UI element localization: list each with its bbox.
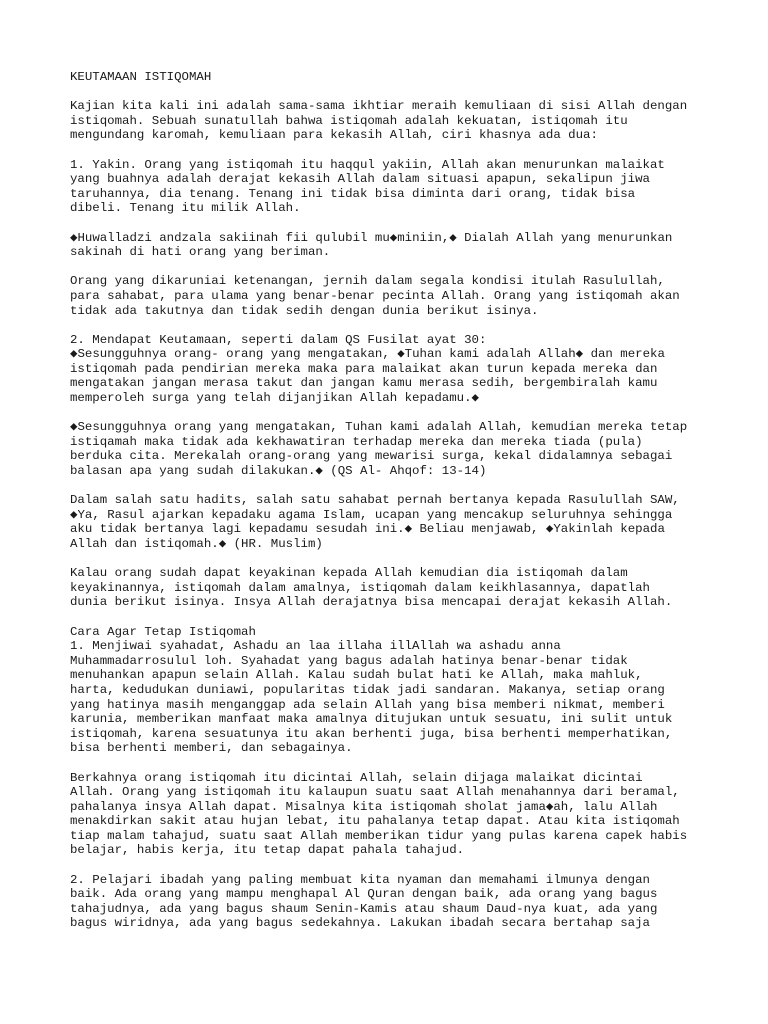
- text-line: tahajudnya, ada yang bagus shaum Senin-Kamis atau shaum Daud-nya kuat, ada yang: [70, 901, 658, 916]
- text-line: mengatakan jangan merasa takut dan jangan kamu merasa sedih, bergembiralah kamu: [70, 376, 658, 391]
- paragraph: [70, 231, 710, 260]
- text-line: istiqomah pada pendirian mereka maka para malaikat akan turun kepada mereka dan: [70, 361, 658, 376]
- text-line: menuhankan apapun selain Allah. Kalau sudah bulat hati ke Allah, maka mahluk,: [70, 668, 643, 683]
- paragraph: [70, 493, 710, 551]
- text-line: Muhammadarrosulul loh. Syahadat yang bagus adalah hatinya benar-benar tidak: [70, 653, 628, 668]
- text-line: dibeli. Tenang itu milik Allah.: [70, 201, 301, 216]
- text-line: balasan apa yang sudah dilakukan.◆ (QS Al- Ahqof: 13-14): [70, 464, 487, 479]
- text-line: karunia, memberikan manfaat maka amalnya ditujukan untuk sesuatu, ini sulit untuk: [70, 712, 673, 727]
- text-line: yang hatinya masih menganggap ada selain Allah yang bisa memberi nikmat, memberi: [70, 697, 665, 712]
- text-line: berduka cita. Merekalah orang-orang yang mewarisi surga, kekal didalamnya sebagai: [70, 449, 673, 464]
- text-line: istiqomah. Sebuah sunatullah bahwa istiqomah adalah kekuatan, istiqomah itu: [70, 113, 628, 128]
- text-line: dunia berikut isinya. Insya Allah derajatnya bisa mencapai derajat kekasih Allah.: [70, 595, 673, 610]
- text-line: Kalau orang sudah dapat keyakinan kepada Allah kemudian dia istiqomah dalam: [70, 566, 628, 581]
- text-line: ◆Sesungguhnya orang- orang yang mengatakan, ◆Tuhan kami adalah Allah◆ dan mereka: [70, 347, 665, 362]
- text-line: ◆Huwalladzi andzala sakiinah fii qulubil mu◆miniin,◆ Dialah Allah yang menurunkan: [70, 230, 673, 245]
- text-line: para sahabat, para ulama yang benar-benar pecinta Allah. Orang yang istiqomah akan: [70, 288, 680, 303]
- text-line: Allah dan istiqomah.◆ (HR. Muslim): [70, 537, 323, 551]
- text-line: bisa berhenti memberi, dan sebagainya.: [70, 741, 353, 756]
- text-line: istiqamah maka tidak ada kekhawatiran terhadap mereka dan mereka tiada (pula): [70, 434, 643, 449]
- paragraph: [70, 333, 710, 406]
- text-line: mengundang karomah, kemuliaan para kekasih Allah, ciri khasnya ada dua:: [70, 128, 598, 143]
- paragraph-list: [70, 99, 710, 931]
- text-line: ◆Sesungguhnya orang yang mengatakan, Tuhan kami adalah Allah, kemudian mereka tetap: [70, 420, 688, 435]
- text-line: menakdirkan sakit atau hujan lebat, itu pahalanya tetap dapat. Atau kita istiqomah: [70, 814, 680, 829]
- paragraph: [70, 99, 710, 143]
- text-line: Berkahnya orang istiqomah itu dicintai Allah, selain dijaga malaikat dicintai: [70, 770, 643, 785]
- text-line: belajar, habis kerja, itu tetap dapat pahala tahajud.: [70, 843, 465, 858]
- text-line: ◆Ya, Rasul ajarkan kepadaku agama Islam, ucapan yang mencakup seluruhnya sehingga: [70, 507, 673, 522]
- text-line: istiqomah, karena sesuatunya itu akan berhenti juga, bisa berhenti memperhatikan,: [70, 726, 673, 741]
- text-line: yang buahnya adalah derajat kekasih Allah dalam situasi apapun, sekalipun jiwa: [70, 172, 650, 187]
- text-line: baik. Ada orang yang mampu menghapal Al Quran dengan baik, ada orang yang bagus: [70, 887, 658, 902]
- text-line: taruhannya, dia tenang. Tenang ini tidak bisa diminta dari orang, tidak bisa: [70, 186, 636, 201]
- text-line: 2. Mendapat Keutamaan, seperti dalam QS Fusilat ayat 30:: [70, 332, 487, 347]
- text-line: 1. Yakin. Orang yang istiqomah itu haqqul yakiin, Allah akan menurunkan malaikat: [70, 157, 665, 172]
- text-line: Orang yang dikaruniai ketenangan, jernih dalam segala kondisi itulah Rasulullah,: [70, 274, 665, 289]
- paragraph: [70, 566, 710, 610]
- document-body: [70, 70, 710, 946]
- paragraph: [70, 420, 710, 478]
- paragraph: [70, 625, 710, 756]
- text-line: 1. Menjiwai syahadat, Ashadu an laa illaha illAllah wa ashadu anna: [70, 639, 561, 654]
- text-line: 2. Pelajari ibadah yang paling membuat kita nyaman dan memahami ilmunya dengan: [70, 872, 650, 887]
- paragraph: [70, 158, 710, 216]
- text-line: Allah. Orang yang istiqomah itu kalaupun suatu saat Allah menahannya dari beramal,: [70, 785, 680, 800]
- paragraph: [70, 873, 710, 931]
- text-line: Cara Agar Tetap Istiqomah: [70, 624, 256, 639]
- document-title: KEUTAMAAN ISTIQOMAH: [70, 70, 212, 84]
- text-line: Kajian kita kali ini adalah sama-sama ikhtiar meraih kemuliaan di sisi Allah dengan: [70, 99, 688, 114]
- text-line: bagus wiridnya, ada yang bagus sedekahnya. Lakukan ibadah secara bertahap saja: [70, 916, 650, 931]
- text-line: Dalam salah satu hadits, salah satu sahabat pernah bertanya kepada Rasulullah SAW,: [70, 493, 680, 508]
- text-line: pahalanya insya Allah dapat. Misalnya kita istiqomah sholat jama◆ah, lalu Allah: [70, 799, 658, 814]
- paragraph: [70, 771, 710, 859]
- text-line: tidak ada takutnya dan tidak sedih dengan dunia berikut isinya.: [70, 303, 539, 318]
- text-line: aku tidak bertanya lagi kepadamu sesudah ini.◆ Beliau menjawab, ◆Yakinlah kepada: [70, 522, 665, 537]
- text-line: harta, kedudukan duniawi, popularitas tidak jadi sandaran. Makanya, setiap orang: [70, 682, 665, 697]
- paragraph: [70, 274, 710, 318]
- text-line: keyakinannya, istiqomah dalam amalnya, istiqomah dalam keikhlasannya, dapatlah: [70, 580, 650, 595]
- text-line: memperoleh surga yang telah dijanjikan Allah kepadamu.◆: [70, 391, 479, 406]
- text-line: tiap malam tahajud, suatu saat Allah memberikan tidur yang pulas karena capek habis: [70, 828, 688, 843]
- text-line: sakinah di hati orang yang beriman.: [70, 245, 331, 260]
